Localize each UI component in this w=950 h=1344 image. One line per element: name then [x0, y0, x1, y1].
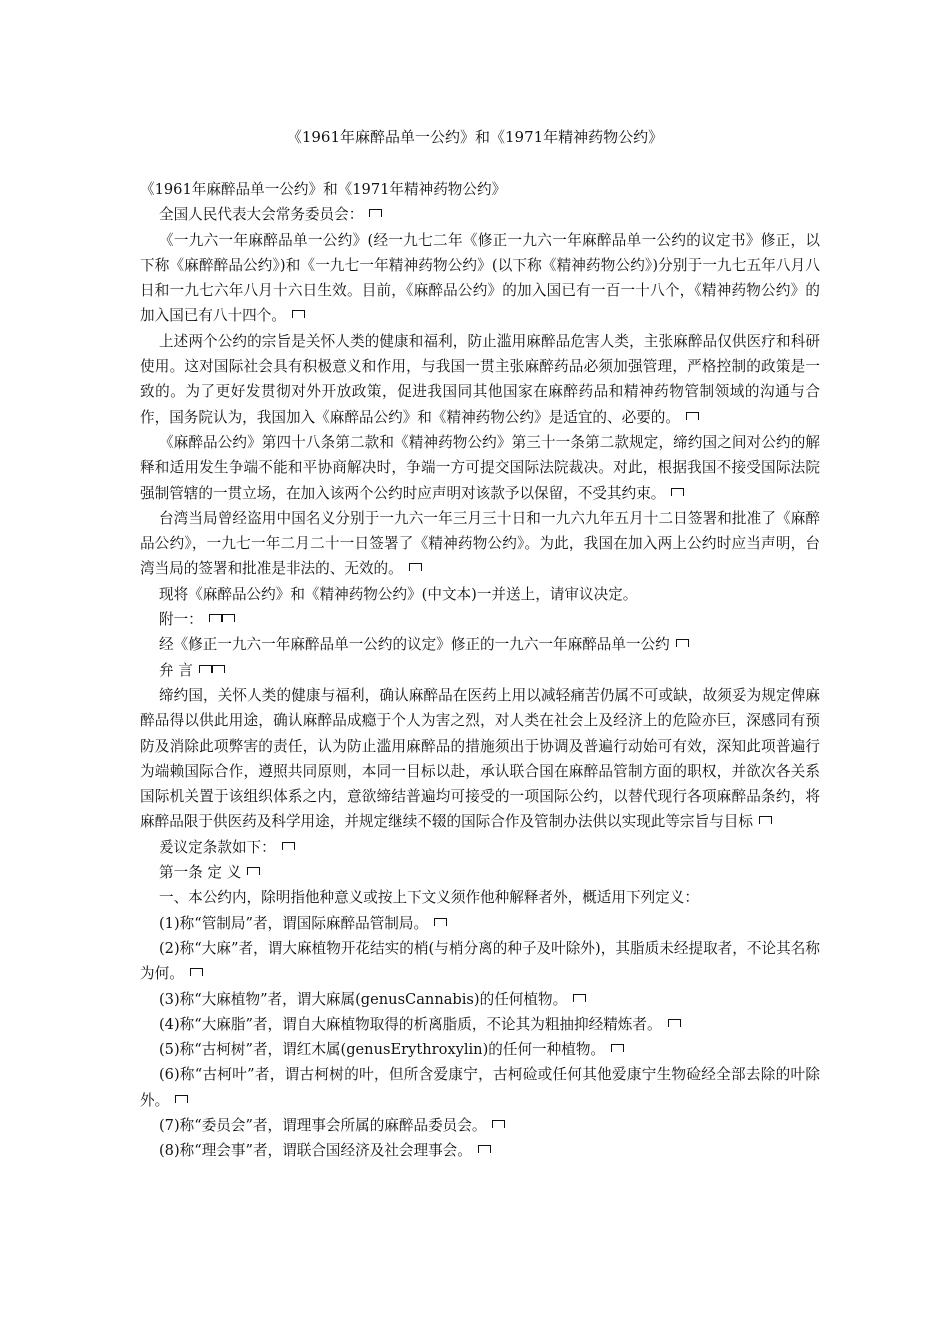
paragraph-text: 《1961年麻醉品单一公约》和《1971年精神药物公约》 — [140, 181, 507, 198]
paragraph-text: 第一条 定 义 — [158, 864, 242, 882]
paragraph — [140, 632, 820, 657]
paragraph-text: (6)称“古柯叶”者，谓古柯树的叶，但所含爱康宁，古柯硷或任何其他爱康宁生物硷经全部去除的叶除外。 — [140, 1066, 820, 1109]
paragraph-text: (7)称“委员会”者，谓理事会所属的麻醉品委员会。 — [158, 1116, 487, 1134]
paragraph-mark-icon — [434, 918, 447, 926]
paragraph — [140, 683, 820, 835]
paragraph-text: (3)称“大麻植物”者，谓大麻属(genusCannabis)的任何植物。 — [158, 990, 568, 1008]
paragraph — [140, 1062, 820, 1113]
paragraph — [140, 1037, 820, 1062]
paragraph — [140, 607, 820, 632]
paragraph — [140, 506, 820, 582]
paragraph-mark-icon — [759, 816, 772, 824]
paragraph — [140, 430, 820, 506]
paragraph-mark-icon — [671, 488, 684, 496]
paragraph-mark-icon — [199, 665, 212, 673]
paragraph-mark-icon — [175, 1095, 188, 1103]
paragraph-mark-icon — [222, 614, 235, 622]
paragraph-text: 《一九六一年麻醉品单一公约》(经一九七二年《修正一九六一年麻醉品单一公约的议定书》修正，以下称《麻醉醉品公约》)和《一九七一年精神药物公约》(以下称《精神药物公约》)分别于一九七五年八月八日和一九七六年八月十六日生效。目前，《麻醉品公约》的加入国已有一百一十八个，《精神药物公约》的加入国已有八十四个。 — [140, 231, 820, 325]
paragraph — [140, 582, 820, 607]
paragraph-text: (4)称“大麻脂”者，谓自大麻植物取得的析离脂质，不论其为粗抽抑经精炼者。 — [158, 1015, 662, 1033]
paragraph-mark-icon — [611, 1044, 624, 1052]
paragraph-mark-icon — [573, 994, 586, 1002]
paragraph — [140, 936, 820, 987]
paragraph — [140, 987, 820, 1012]
paragraph-text: (1)称“管制局”者，谓国际麻醉品管制局。 — [158, 914, 429, 932]
paragraph — [140, 658, 820, 683]
paragraph-text: 缔约国，关怀人类的健康与福利，确认麻醉品在医药上用以减轻痛苦仍属不可或缺，故须妥为规定俾麻醉品得以供此用途，确认麻醉品成瘾于个人为害之烈，对人类在社会上及经济上的危险亦巨，深感同有预防及消除此项弊害的责任，认为防止滥用麻醉品的措施须出于协调及普遍行动始可有效，深知此项普遍行为端赖国际合作，遵照共同原则，本同一目标以赴，承认联合国在麻醉品管制方面的职权，并欲次各关系国际机关置于该组织体系之内，意欲缔结普遍均可接受的一项国际公约，以替代现行各项麻醉品条约，将麻醉品限于供医药及科学用途，并规定继续不辍的国际合作及管制办法供以实现此等宗旨与目标 — [140, 686, 820, 831]
paragraph-text: (8)称“理会事”者，谓联合国经济及社会理事会。 — [158, 1142, 472, 1160]
paragraph — [140, 1138, 820, 1163]
paragraph — [140, 860, 820, 885]
paragraph-text: 附一： — [158, 611, 203, 629]
paragraph-mark-icon — [247, 867, 260, 875]
paragraph-mark-icon — [686, 412, 699, 420]
paragraph-mark-icon — [292, 310, 305, 318]
paragraph — [140, 911, 820, 936]
paragraph — [140, 1113, 820, 1138]
document-body — [140, 177, 820, 1164]
paragraph-text: 爰议定条款如下： — [158, 838, 276, 856]
paragraph-mark-icon — [190, 968, 203, 976]
paragraph-text: 弁 言 — [158, 661, 193, 679]
paragraph-text: 现将《麻醉品公约》和《精神药物公约》(中文本)一并送上，请审议决定。 — [158, 585, 638, 603]
paragraph — [140, 228, 820, 329]
paragraph-mark-icon — [409, 563, 422, 571]
paragraph-text: 经《修正一九六一年麻醉品单一公约的议定》修正的一九六一年麻醉品单一公约 — [158, 636, 670, 654]
paragraph-mark-icon — [209, 614, 222, 622]
paragraph-mark-icon — [676, 639, 689, 647]
paragraph-text: 一、本公约内，除明指他种意义或按上下文义须作他种解释者外，概适用下列定义： — [158, 889, 699, 907]
paragraph — [140, 835, 820, 860]
paragraph-text: (5)称“古柯树”者，谓红木属(genusErythroxylin)的任何一种植物。 — [158, 1041, 606, 1059]
paragraph — [140, 1012, 820, 1037]
paragraph-text: 《麻醉品公约》第四十八条第二款和《精神药物公约》第三十一条第二款规定，缔约国之间对公约的解释和适用发生争端不能和平协商解决时，争端一方可提交国际法院裁决。对此，根据我国不接受国际法院强制管辖的一贯立场，在加入该两个公约时应声明对该款予以保留，不受其约束。 — [140, 433, 820, 502]
paragraph — [140, 202, 820, 227]
paragraph-mark-icon — [492, 1120, 505, 1128]
paragraph-mark-icon — [369, 209, 382, 217]
paragraph — [140, 329, 820, 430]
paragraph-mark-icon — [478, 1145, 491, 1153]
paragraph-mark-icon — [282, 842, 295, 850]
paragraph-text: 全国人民代表大会常务委员会： — [158, 206, 364, 224]
paragraph-mark-icon — [668, 1019, 681, 1027]
paragraph — [140, 885, 820, 910]
document-title: 《1961年麻醉品单一公约》和《1971年精神药物公约》 — [286, 128, 664, 146]
paragraph-mark-icon — [212, 665, 225, 673]
paragraph — [140, 177, 820, 202]
paragraph-text: 台湾当局曾经盗用中国名义分别于一九六一年三月三十日和一九六九年五月十二日签署和批准了《麻醉品公约》，一九七一年二月二十一日签署了《精神药物公约》。为此，我国在加入两上公约时应当声明，台湾当局的签署和批准是非法的、无效的。 — [140, 509, 820, 578]
paragraph-text: (2)称“大麻”者，谓大麻植物开花结实的梢(与梢分离的种子及叶除外)，其脂质未经提取者，不论其名称为何。 — [140, 939, 820, 983]
paragraph-text: 上述两个公约的宗旨是关怀人类的健康和福利，防止滥用麻醉品危害人类，主张麻醉品仅供医疗和科研使用。这对国际社会具有积极意义和作用，与我国一贯主张麻醉药品必须加强管理，严格控制的政策是一致的。为了更好发贯彻对外开放政策，促进我国同其他国家在麻醉药品和精神药物管制领域的沟通与合作，国务院认为，我国加入《麻醉品公约》和《精神药物公约》是适宜的、必要的。 — [140, 332, 820, 426]
